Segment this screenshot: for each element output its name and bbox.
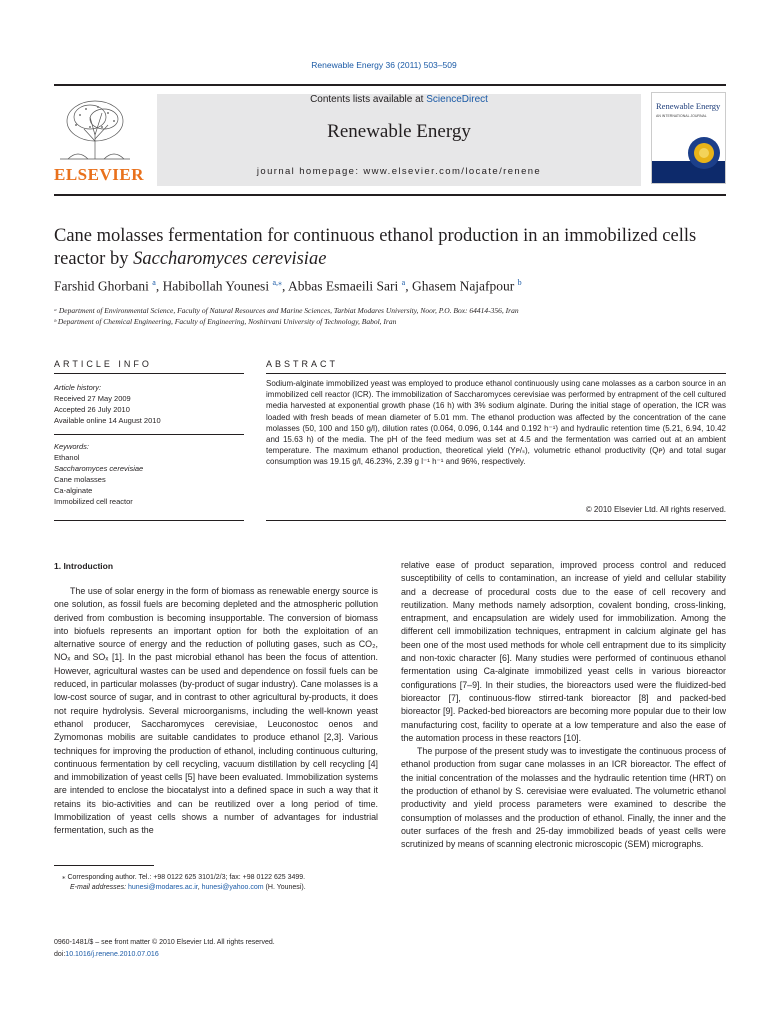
author-name: Habibollah Younesi — [162, 278, 270, 294]
author-affiliation-mark[interactable]: b — [517, 278, 522, 287]
author-name: Ghasem Najafpour — [411, 278, 515, 294]
author-list: Farshid Ghorbani $^a$, Habibollah Younesi $^{a,⁎}$, Abbas Esmaeili Sari $^a$, Ghasem Najafpour $^b$ — [54, 278, 522, 294]
article-title-main: Cane molasses fermentation for continuous ethanol production in an immobilized cells reactor by — [54, 226, 697, 269]
accepted-date: Accepted 26 July 2010 — [54, 405, 130, 414]
divider — [266, 373, 726, 374]
header-rule-bottom — [54, 194, 726, 196]
doi-link[interactable]: 10.1016/j.renene.2010.07.016 — [65, 951, 159, 958]
front-matter — [54, 937, 275, 961]
received-date: Received 27 May 2009 — [54, 394, 131, 403]
article-title — [54, 225, 734, 271]
keywords — [54, 441, 143, 507]
author-affiliation-mark[interactable]: a,⁎ — [272, 278, 283, 287]
abstract-label: ABSTRACT — [266, 359, 339, 369]
body-paragraph: The use of solar energy in the form of biomass as renewable energy source is one solution, as fossil fuels are becoming depleted and the atmospheric pollution derived from combustion is becoming insupportable. The conversion of biomass into biofuels represents an important option for both the exploitation of an alternative source of energy and the reduction of polluting gases, such as CO₂, NOₓ and SOₓ [1]. In the past microbial ethanol has been the focus of attention. However, agricultural wastes can be used and dependence on fossil fuels can be reduced, in particular molasses (by-product of sugar industry). Cane molasses is a low-cost source of sugar, and in contrast to other agricultural by-products, it does not require hydrolysis. Several microorganisms, including the well-known yeast ethanol producer, Saccharomyces cerevisiae, Leuconostoc oenos and Zymomonas mobilis are suitable candidates to produce ethanol [2,3]. Various techniques for improving the production of ethanol, including continuous culturing, continuous fermentation by cell recycling, vacuum distillation by cell recycling [4] and immobilization of yeast cells [5] have been evaluated. Immobilization systems are intended to enclose the biocatalyst into a defined space in such a way that it retains its bio-activities and can be reutilized over a long period of time. Immobilization of yeast cells shows a number of advantages for industrial fermentation, such as the — [54, 586, 378, 836]
journal-cover-thumbnail — [651, 92, 726, 184]
sciencedirect-link[interactable]: ScienceDirect — [426, 94, 488, 105]
journal-name: Renewable Energy — [327, 121, 471, 142]
cover-subtitle: AN INTERNATIONAL JOURNAL — [656, 114, 707, 118]
author-affiliation-mark[interactable]: a — [152, 278, 156, 287]
contents-line — [157, 94, 641, 105]
copyright-notice: © 2010 Elsevier Ltd. All rights reserved. — [585, 505, 726, 514]
history-label: Article history: — [54, 383, 102, 392]
online-date: Available online 14 August 2010 — [54, 416, 161, 425]
footnote — [54, 873, 306, 893]
keywords-label: Keywords: — [54, 442, 90, 451]
keyword-item: Immobilized cell reactor — [54, 497, 133, 506]
keyword-item: Ethanol — [54, 453, 80, 462]
affiliations — [54, 305, 519, 327]
keyword-item: Ca-alginate — [54, 486, 93, 495]
email-separator: , — [197, 884, 202, 891]
elsevier-wordmark: ELSEVIER — [54, 165, 144, 184]
email-link[interactable]: hunesi@yahoo.com — [201, 884, 264, 891]
corresponding-author: ⁎ Corresponding author. Tel.: +98 0122 625 3101/2/3; fax: +98 0122 625 3499. — [62, 874, 306, 881]
affiliation-b: ᵇ Department of Chemical Engineering, Faculty of Engineering, Noshirvani University of Technology, Babol, Iran — [54, 317, 397, 326]
email-label: E-mail addresses: — [70, 884, 128, 891]
article-history — [54, 382, 161, 426]
author-affiliation-mark[interactable]: a — [401, 278, 406, 287]
cover-artwork — [652, 131, 725, 183]
abstract-text: Sodium-alginate immobilized yeast was employed to produce ethanol continuously using cane molasses as a carbon source in an immobilized cell reactor (ICR). The immobilization of Saccharomyces cerevisiae was performed by entrapment of the cell cultured media harvested at exponential growth phase (16 h) with 3% sodium alginate. During the initial stage of operation, the ICR was loaded with fresh beads of mean diameter of 5.01 mm. The ethanol production was affected by the concentration of the cane molasses (50, 100 and 150 g/l), dilution rates (0.064, 0.096, 0.144 and 0.192 h⁻¹) and hydraulic retention time (5.21, 6.94, 10.42 and 15.63 h) of the media. The pH of the feed medium was set at 4.5 and the fermentation was carried out at an ambient temperature. The maximum ethanol production, theoretical yield (Yᴘ/ₛ), volumetric ethanol productivity (Qᴘ) and total sugar consumption was 19.15 g/l, 46.23%, 2.39 g l⁻¹ h⁻¹ and 96%, respectively. — [266, 379, 726, 467]
keyword-item: Saccharomyces cerevisiae — [54, 464, 144, 473]
divider — [54, 373, 244, 374]
header-rule-top — [54, 84, 726, 86]
journal-homepage-link[interactable]: journal homepage: www.elsevier.com/locate/renene — [256, 166, 542, 177]
divider — [54, 520, 244, 521]
contents-prefix: Contents lists available at — [310, 94, 427, 105]
doi-label: doi: — [54, 951, 66, 958]
author-name: Abbas Esmaeili Sari — [288, 278, 399, 294]
body-column-right — [401, 559, 726, 852]
issn-line: 0960-1481/$ – see front matter © 2010 Elsevier Ltd. All rights reserved. — [54, 939, 275, 946]
article-info-label: ARTICLE INFO — [54, 359, 152, 369]
body-paragraph: The purpose of the present study was to investigate the continuous process of ethanol production from sugar cane molasses in an ICR bioreactor. The effect of the initial concentration of the molasses and the hydraulic retention time (HRT) on the production of ethanol by S. cerevisiae were evaluated. The volumetric ethanol productivity and yield process parameters were examined to describe the consumption of molasses and the production of ethanol. Finally, the inner and the outer surfaces of the fresh and 25-day immobilized beads of yeast cells were scrutinized by means of scanning electronic microscopic (SEM) micrographs. — [401, 746, 726, 850]
article-title-species: Saccharomyces cerevisiae — [133, 249, 327, 269]
footnote-rule — [54, 865, 154, 866]
keyword-item: Cane molasses — [54, 475, 106, 484]
body-column-left — [54, 585, 378, 838]
journal-citation[interactable]: Renewable Energy 36 (2011) 503–509 — [311, 60, 457, 70]
cover-title: Renewable Energy — [656, 101, 721, 111]
author-name: Farshid Ghorbani — [54, 278, 149, 294]
divider — [266, 520, 726, 521]
affiliation-a: ᵃ Department of Environmental Science, Faculty of Natural Resources and Marine Sciences, Tarbiat Modares University, Noor, P.O. Box: 64414-356, Iran — [54, 306, 519, 315]
email-link[interactable]: hunesi@modares.ac.ir — [127, 884, 198, 891]
body-paragraph: relative ease of product separation, improved process control and reduced susceptibility of cells to contamination, an increase of yield and cellular stability and a decrease of procedural costs due to the ease of cell recovery and reutilization. Many methods namely adsorption, covalent bonding, cross-linking, entrapment, and encapsulation are widely used for immobilization. Among the different cell immobilization techniques, entrapment in calcium alginate gel has been one of the most used methods for whole cell entrapment due to its simplicity and non-toxic character [6]. Many studies were performed of continuous ethanol fermentation using Ca-alginate immobilized yeast cells in various bioreactor configurations [7–9]. In their studies, the bioreactors used were the fluidized-bed bioreactor [7], continuous-flow stirred-tank bioreactor [8] and packed-bed bioreactor [9]. Packed-bed bioreactors are becoming more popular due to their low manufacturing cost, facility to operate at a low temperature and also the ease of the automation process in these reactors [10]. — [401, 560, 726, 743]
divider — [54, 434, 244, 435]
section-heading-introduction: 1. Introduction — [54, 561, 114, 571]
email-suffix: (H. Younesi). — [263, 884, 306, 891]
